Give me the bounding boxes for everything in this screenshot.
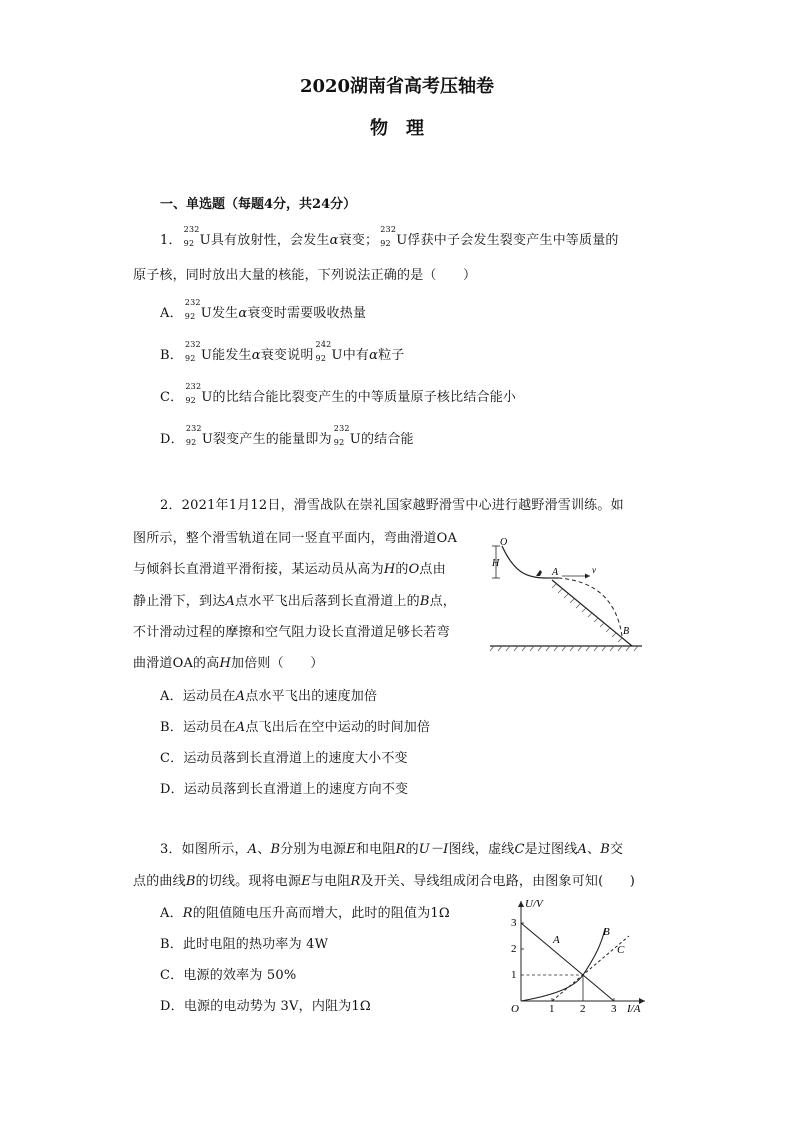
ui-graph-figure bbox=[505, 895, 655, 1015]
curve-c-label: C bbox=[617, 944, 625, 956]
skier-icon bbox=[536, 570, 542, 576]
q1-option-a[interactable]: A． 232 92 U发生α衰变时需要吸收热量 bbox=[160, 298, 367, 321]
q2-option-a[interactable]: A．运动员在A点水平飞出的速度加倍 bbox=[160, 689, 378, 704]
section-heading: 一、单选题（每题4分，共24分） bbox=[160, 197, 357, 212]
fig-label-o: O bbox=[500, 537, 508, 548]
q1-option-b[interactable]: B． 232 92 U能发生α衰变说明 242 92 U中有α粒子 bbox=[160, 340, 405, 363]
q3-option-a[interactable]: A．R的阻值随电压升高而增大，此时的阻值为1Ω bbox=[160, 906, 450, 921]
origin-label: O bbox=[511, 1003, 519, 1015]
q3-option-b[interactable]: B．此时电阻的热功率为 4W bbox=[160, 937, 329, 952]
fig-label-h: H bbox=[492, 558, 500, 569]
curve-a-label: A bbox=[553, 934, 560, 946]
exam-title: 2020湖南省高考压轴卷 bbox=[299, 76, 495, 97]
isotope-u232: 232 92 bbox=[183, 225, 200, 248]
q2-stem-line2: 图所示，整个滑雪轨道在同一竖直平面内，弯曲滑道OA bbox=[133, 531, 458, 546]
isotope-u232: 232 92 bbox=[380, 225, 397, 248]
q2-stem-line5: 不计滑动过程的摩擦和空气阻力设长直滑道足够长若弯 bbox=[133, 625, 450, 640]
ski-track-figure bbox=[486, 536, 646, 652]
q2-option-d[interactable]: D．运动员落到长直滑道上的速度方向不变 bbox=[160, 782, 409, 797]
x-tick-3: 3 bbox=[611, 1003, 617, 1015]
trajectory bbox=[558, 578, 622, 636]
y-tick-2: 2 bbox=[511, 943, 517, 955]
q2-stem-line6: 曲滑道OA的高H加倍则（ ） bbox=[133, 656, 324, 671]
y-tick-3: 3 bbox=[511, 917, 517, 929]
q2-stem-line3: 与倾斜长直滑道平滑衔接，某运动员从高为H的O点由 bbox=[133, 562, 446, 577]
fig-label-v: v bbox=[592, 565, 596, 575]
q3-option-c[interactable]: C．电源的效率为 50% bbox=[160, 968, 297, 983]
q3-option-d[interactable]: D．电源的电动势为 3V，内阻为1Ω bbox=[160, 999, 371, 1014]
x-axis-label: I/A bbox=[627, 1003, 641, 1015]
x-tick-2: 2 bbox=[580, 1003, 586, 1015]
y-tick-1: 1 bbox=[511, 969, 517, 981]
subject-title: 物 理 bbox=[370, 118, 424, 139]
curve-b-label: B bbox=[603, 926, 610, 938]
q2-stem-line4: 静止滑下，到达A点水平飞出后落到长直滑道上的B点， bbox=[133, 594, 456, 609]
x-tick-1: 1 bbox=[549, 1003, 555, 1015]
q1-number: 1． bbox=[160, 233, 182, 248]
q1-option-c[interactable]: C． 232 92 U的比结合能比裂变产生的中等质量原子核比结合能小 bbox=[160, 382, 517, 405]
fig-label-a: A bbox=[552, 567, 559, 578]
q1-stem-line1: 1． 232 92 U具有放射性，会发生α衰变； 232 92 U俘获中子会发生裂变产生中等质量的 bbox=[160, 225, 619, 248]
q1-stem-line2: 原子核，同时放出大量的核能，下列说法正确的是（ ） bbox=[133, 268, 477, 283]
q2-stem-line1: 2．2021年1月12日，滑雪战队在崇礼国家越野滑雪中心进行越野滑雪训练。如 bbox=[160, 498, 624, 513]
line-a bbox=[521, 923, 614, 1001]
fig-label-b: B bbox=[623, 626, 630, 637]
q3-stem-line2: 点的曲线B的切线。现将电源E与电阻R及开关、导线组成闭合电路，由图象可知( ) bbox=[133, 874, 636, 889]
curve-b bbox=[521, 929, 605, 1001]
q1-option-d[interactable]: D． 232 92 U裂变产生的能量即为 232 92 U的结合能 bbox=[160, 424, 414, 447]
y-axis-label: U/V bbox=[525, 898, 543, 910]
q3-stem-line1: 3．如图所示，A、B分别为电源E和电阻R的U－I图线，虚线C是过图线A、B交 bbox=[160, 842, 624, 857]
q2-option-c[interactable]: C．运动员落到长直滑道上的速度大小不变 bbox=[160, 751, 408, 766]
q2-option-b[interactable]: B．运动员在A点飞出后在空中运动的时间加倍 bbox=[160, 720, 431, 735]
